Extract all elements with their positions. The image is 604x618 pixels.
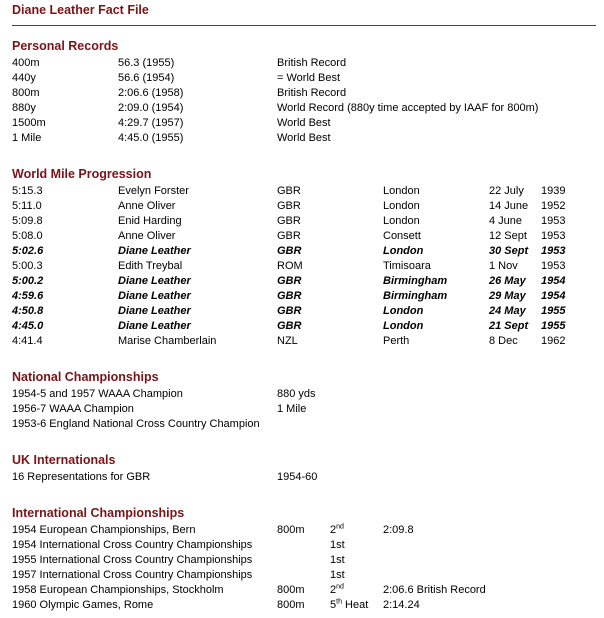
mile-time: 5:02.6	[12, 245, 44, 257]
mile-progression-row	[0, 334, 604, 349]
mile-time: 5:15.3	[12, 185, 43, 197]
athlete-name: Diane Leather	[118, 245, 191, 257]
race-year: 1939	[541, 185, 566, 197]
championship-place	[330, 583, 344, 598]
mile-progression-row	[0, 304, 604, 319]
international-championship-row	[0, 583, 604, 598]
race-date: 1 Nov	[489, 260, 518, 272]
mile-progression-row	[0, 214, 604, 229]
race-year: 1953	[541, 230, 566, 242]
race-date: 21 Sept	[489, 320, 529, 332]
championship-place	[330, 523, 344, 538]
championship-event: 1958 European Championships, Stockholm	[12, 584, 224, 596]
national-championship-row	[0, 417, 604, 432]
championship-event: 1954 European Championships, Bern	[12, 524, 196, 536]
athlete-nation: GBR	[277, 275, 302, 287]
race-date: 4 June	[489, 215, 523, 227]
record-time: 4:45.0 (1955)	[118, 132, 184, 144]
race-venue: London	[383, 320, 424, 332]
record-event: 800m	[12, 87, 40, 99]
mile-time: 4:50.8	[12, 305, 44, 317]
mile-progression-row	[0, 184, 604, 199]
race-year: 1962	[541, 335, 566, 347]
mile-time: 5:11.0	[12, 200, 42, 212]
national-championship-row	[0, 387, 604, 402]
record-row	[0, 56, 604, 71]
race-venue: London	[383, 185, 420, 197]
mile-progression-row	[0, 244, 604, 259]
championship-distance: 800m	[277, 524, 305, 536]
page-title: Diane Leather Fact File	[12, 3, 149, 17]
race-year: 1953	[541, 215, 566, 227]
athlete-nation: GBR	[277, 185, 301, 197]
athlete-name: Anne Oliver	[118, 230, 176, 242]
record-row	[0, 101, 604, 116]
athlete-name: Marise Chamberlain	[118, 335, 217, 347]
mile-progression-row	[0, 289, 604, 304]
championship-title: 1953-6 England National Cross Country Champion	[12, 418, 260, 430]
championship-title: 1956-7 WAAA Champion	[12, 403, 134, 415]
international-championship-row	[0, 538, 604, 553]
championship-place	[330, 568, 345, 583]
race-date: 22 July	[489, 185, 524, 197]
record-note: = World Best	[277, 72, 341, 84]
international-years: 1954-60	[277, 471, 318, 483]
mile-time: 5:00.3	[12, 260, 43, 272]
mile-progression-row	[0, 274, 604, 289]
mile-progression-row	[0, 229, 604, 244]
mile-time: 4:41.4	[12, 335, 43, 347]
record-time: 2:09.0 (1954)	[118, 102, 184, 114]
place-value: 1st	[330, 554, 345, 566]
championship-distance: 800m	[277, 599, 305, 611]
championship-distance: 800m	[277, 584, 305, 596]
race-year: 1952	[541, 200, 566, 212]
place-value: 1st	[330, 539, 345, 551]
record-event: 440y	[12, 72, 36, 84]
international-championship-row	[0, 568, 604, 583]
record-event: 1 Mile	[12, 132, 42, 144]
athlete-nation: NZL	[277, 335, 298, 347]
place-value: 1st	[330, 569, 345, 581]
championship-event: 1954 International Cross Country Championships	[12, 539, 253, 551]
place-suffix: th	[336, 598, 342, 606]
race-date: 12 Sept	[489, 230, 527, 242]
place-suffix: nd	[336, 583, 344, 591]
race-year: 1953	[541, 245, 566, 257]
record-event: 400m	[12, 57, 40, 69]
record-time: 2:06.6 (1958)	[118, 87, 184, 99]
place-value: 2	[330, 584, 337, 596]
championship-event: 1957 International Cross Country Championships	[12, 569, 253, 581]
record-event: 880y	[12, 102, 36, 114]
championship-detail: 880 yds	[277, 388, 316, 400]
championship-detail: 1 Mile	[277, 403, 307, 415]
record-note: World Best	[277, 117, 331, 129]
race-date: 14 June	[489, 200, 529, 212]
race-venue: Birmingham	[383, 275, 448, 287]
record-note: World Record (880y time accepted by IAAF for 800m)	[277, 102, 539, 114]
world-mile-heading: World Mile Progression	[12, 167, 152, 181]
championship-result: 2:06.6 British Record	[383, 584, 486, 596]
race-date: 30 Sept	[489, 245, 529, 257]
race-year: 1954	[541, 275, 566, 287]
place-value: 2	[330, 524, 337, 536]
record-event: 1500m	[12, 117, 46, 129]
athlete-nation: GBR	[277, 320, 302, 332]
race-venue: Consett	[383, 230, 421, 242]
mile-time: 5:08.0	[12, 230, 43, 242]
race-year: 1953	[541, 260, 566, 272]
championship-title: 1954-5 and 1957 WAAA Champion	[12, 388, 183, 400]
race-year: 1954	[541, 290, 566, 302]
record-row	[0, 86, 604, 101]
race-venue: London	[383, 245, 424, 257]
race-venue: London	[383, 215, 420, 227]
championship-place	[330, 553, 345, 568]
athlete-name: Diane Leather	[118, 275, 191, 287]
race-date: 24 May	[489, 305, 526, 317]
national-championship-row	[0, 402, 604, 417]
athlete-nation: GBR	[277, 245, 302, 257]
championship-event: 1960 Olympic Games, Rome	[12, 599, 154, 611]
heat-label: Heat	[341, 599, 369, 611]
record-note: World Best	[277, 132, 331, 144]
championship-place	[330, 538, 345, 553]
athlete-nation: GBR	[277, 305, 302, 317]
athlete-nation: ROM	[277, 260, 303, 272]
mile-time: 5:00.2	[12, 275, 44, 287]
record-time: 56.6 (1954)	[118, 72, 175, 84]
race-venue: Birmingham	[383, 290, 448, 302]
race-venue: Timisoara	[383, 260, 431, 272]
international-title: 16 Representations for GBR	[12, 471, 151, 483]
uk-international-row	[0, 470, 604, 485]
race-year: 1955	[541, 320, 566, 332]
mile-progression-row	[0, 319, 604, 334]
mile-progression-row	[0, 259, 604, 274]
athlete-name: Diane Leather	[118, 305, 191, 317]
record-time: 4:29.7 (1957)	[118, 117, 184, 129]
athlete-nation: GBR	[277, 230, 301, 242]
race-venue: London	[383, 305, 424, 317]
uk-internationals-heading: UK Internationals	[12, 453, 116, 467]
national-championships-heading: National Championships	[12, 370, 159, 384]
personal-records-heading: Personal Records	[12, 39, 119, 53]
athlete-name: Evelyn Forster	[118, 185, 189, 197]
record-note: British Record	[277, 87, 347, 99]
mile-time: 4:45.0	[12, 320, 44, 332]
athlete-name: Anne Oliver	[118, 200, 176, 212]
mile-time: 4:59.6	[12, 290, 44, 302]
championship-place	[330, 598, 368, 613]
record-row	[0, 71, 604, 86]
international-championships-heading: International Championships	[12, 506, 185, 520]
place-suffix: nd	[336, 523, 344, 531]
race-year: 1955	[541, 305, 566, 317]
athlete-nation: GBR	[277, 215, 301, 227]
place-value: 5	[330, 599, 337, 611]
mile-time: 5:09.8	[12, 215, 43, 227]
athlete-name: Enid Harding	[118, 215, 182, 227]
international-championship-row	[0, 553, 604, 568]
record-row	[0, 116, 604, 131]
athlete-name: Edith Treybal	[118, 260, 183, 272]
athlete-name: Diane Leather	[118, 290, 191, 302]
title-rule	[12, 25, 596, 26]
championship-result: 2:14.24	[383, 599, 420, 611]
championship-event: 1955 International Cross Country Championships	[12, 554, 253, 566]
athlete-nation: GBR	[277, 290, 302, 302]
mile-progression-row	[0, 199, 604, 214]
athlete-name: Diane Leather	[118, 320, 191, 332]
race-venue: London	[383, 200, 420, 212]
athlete-nation: GBR	[277, 200, 301, 212]
championship-result: 2:09.8	[383, 524, 414, 536]
race-date: 29 May	[489, 290, 526, 302]
record-time: 56.3 (1955)	[118, 57, 175, 69]
race-venue: Perth	[383, 335, 410, 347]
record-row	[0, 131, 604, 146]
international-championship-row	[0, 523, 604, 538]
race-date: 26 May	[489, 275, 526, 287]
international-championship-row	[0, 598, 604, 613]
race-date: 8 Dec	[489, 335, 518, 347]
record-note: British Record	[277, 57, 347, 69]
